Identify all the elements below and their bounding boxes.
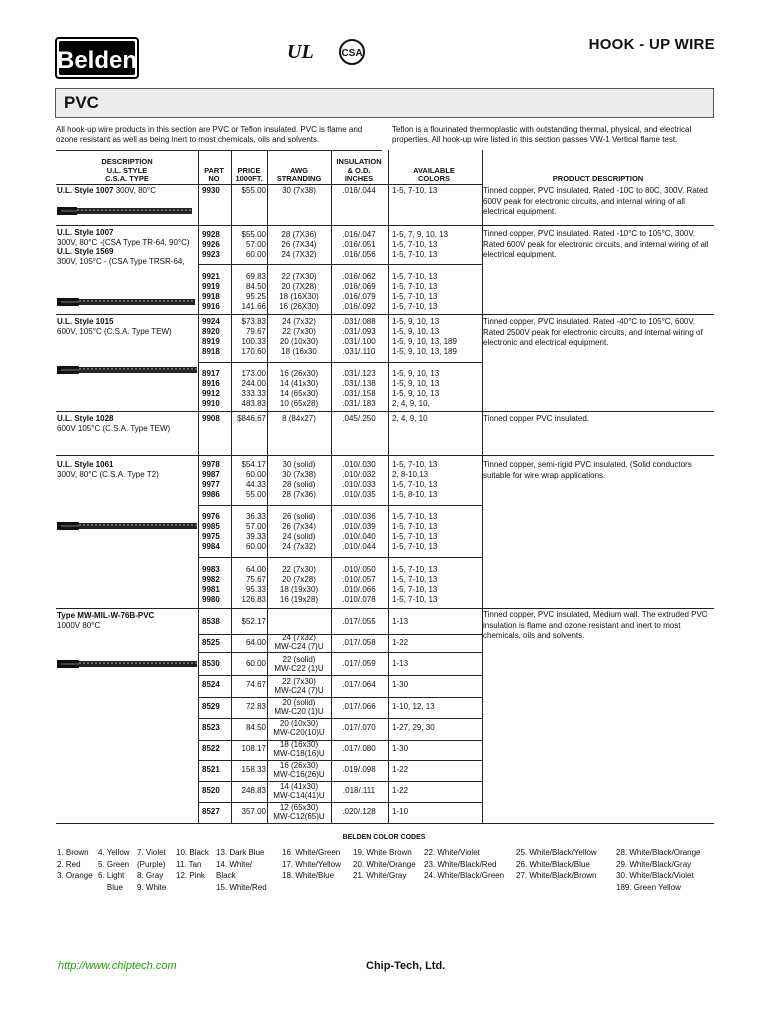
- insulation-od: .031/.088 .031/.093 .031/.100 .031/.110: [342, 317, 376, 356]
- table-row-insulation: .017/.055: [342, 617, 376, 626]
- awg-stranding: 22 (7x30) 20 (7x28) 18 (19x30) 16 (19x28): [279, 565, 319, 604]
- wire-illustration: [57, 658, 197, 670]
- column-rule: [388, 150, 389, 824]
- part-numbers: 9978 9987 9977 9986: [202, 460, 220, 499]
- available-colors: 1-5, 7-10, 13 1-5, 7-10, 13 1-5, 7-10, 13 1-5, 7-10, 13: [392, 565, 438, 604]
- table-row-insulation: .017/.059: [342, 659, 376, 668]
- table-row-insulation: .018/.111: [342, 786, 376, 795]
- column-header-colors: AVAILABLE COLORS: [413, 165, 455, 184]
- insulation-od: .010/.050 .010/.057 .010/.066 .010/.078: [342, 565, 376, 604]
- table-row-part: 8527: [202, 807, 220, 816]
- column-header-price: PRICE 1000FT.: [235, 165, 263, 184]
- column-rule: [198, 150, 199, 824]
- block-rule: [198, 718, 482, 719]
- table-row-colors: 1-30: [392, 744, 409, 753]
- insulation-od: .010/.030 .010/.032 .010/.033 .010/.035: [342, 460, 376, 499]
- available-colors: 1-5, 7, 9, 10, 13 1-5, 7-10, 13 1-5, 7-10, 13: [392, 230, 449, 259]
- table-row-price: $52.17: [241, 617, 266, 626]
- style-rating: 1000V 80°C: [57, 620, 101, 630]
- table-row-price: 248.83: [241, 786, 266, 795]
- table-row-part: 8521: [202, 765, 220, 774]
- part-numbers: 9921 9919 9918 9916: [202, 272, 220, 311]
- block-rule: [198, 697, 482, 698]
- style-title: Type MW-MIL-W-76B-PVC: [57, 611, 155, 620]
- style-title: U.L. Style 1569: [57, 247, 114, 256]
- column-header-insulation: INSULATION & O.D. INCHES: [336, 157, 382, 184]
- section-description: [57, 611, 197, 630]
- available-colors: 2, 4, 9, 10: [392, 414, 428, 423]
- awg-stranding: 28 (7X36) 26 (7X34) 24 (7X32): [281, 230, 317, 259]
- insulation-od: .045/.250: [342, 414, 376, 423]
- prices: $54.17 60.00 44.33 55.00: [241, 460, 266, 499]
- table-row-insulation: .017/.058: [342, 638, 376, 647]
- column-header-product: PRODUCT DESCRIPTION: [552, 174, 644, 184]
- product-description: Tinned copper, semi-rigid PVC insulated. (Solid conductors suitable for wire wrap applications.: [483, 460, 692, 480]
- section-rule: [56, 823, 714, 824]
- table-row-price: 74.67: [245, 680, 266, 689]
- intro-left: All hook-up wire products in this section are PVC or Teflon insulated. PVC is flame and ozone resistant as well as being inert to most chemicals, oils and solvents.: [56, 125, 363, 145]
- block-rule: [198, 740, 482, 741]
- svg-text:UL: UL: [287, 41, 314, 63]
- section-description: [57, 186, 197, 196]
- available-colors: 1-5, 7-10, 13 1-5, 7-10, 13 1-5, 7-10, 13 1-5, 7-10, 13: [392, 272, 438, 311]
- insulation-od: .031/.123 .031/.138 .031/.158 .031/.183: [342, 369, 376, 408]
- legend-column: 4. Yellow 5. Green 6. Light Blue: [98, 848, 130, 892]
- legend-column: 10. Black 11. Tan 12. Pink: [176, 848, 209, 880]
- table-row-awg: 14 (41x30) MW-C14(41)U: [273, 782, 325, 800]
- table-row-awg: 12 (65x30) MW-C12(65)U: [273, 803, 325, 821]
- table-row-price: 108.17: [241, 744, 266, 753]
- table-row-part: 8524: [202, 680, 220, 689]
- table-row-awg: 20 (10x30) MW-C20(10)U: [273, 719, 325, 737]
- part-numbers: 9983 9982 9981 9980: [202, 565, 220, 604]
- product-description: Tinned copper, PVC insulated. Rated -10°C to 105°C, 300V. Rated 600V peak for electronic circuits, and internal wiring of all electrical equipment.: [483, 229, 709, 259]
- part-numbers: 8917 8916 9912 9910: [202, 369, 220, 408]
- intro-right: Teflon is a flourinated thermoplastic with outstanding thermal, physical, and electrical properties. All hook-up wire listed in this section passes VW-1 Vertical flame test.: [392, 125, 692, 145]
- table-row-awg: 18 (16x30) MW-C18(16)U: [273, 740, 325, 758]
- section-rule: [56, 455, 714, 456]
- style-title: U.L. Style 1015: [57, 317, 114, 326]
- column-header-description: DESCRIPTION U.L. STYLE C.S.A. TYPE: [101, 157, 153, 184]
- block-rule: [198, 264, 482, 265]
- page-title: HOOK - UP WIRE: [588, 36, 715, 53]
- part-numbers: 9976 9985 9975 9984: [202, 512, 220, 551]
- product-description: Tinned copper, PVC insulated. Rated -10C to 80C, 300V. Rated 600V peak for electronic circuits, and internal wiring of all electrical equipment.: [483, 186, 708, 216]
- column-header-awg: AWG STRANDING: [276, 165, 322, 184]
- prices: $846.67: [237, 414, 266, 423]
- table-row-price: 158.33: [241, 765, 266, 774]
- table-row-price: 84.50: [245, 723, 266, 732]
- part-numbers: 9908: [202, 414, 220, 423]
- column-header-part: PART NO: [204, 165, 224, 184]
- table-row-colors: 1-22: [392, 765, 409, 774]
- awg-stranding: 22 (7X30) 20 (7X28) 18 (16X30) 16 (26X30): [279, 272, 319, 311]
- ul-listed-icon: [285, 38, 319, 64]
- section-description: [57, 317, 197, 336]
- available-colors: 1-5, 7-10, 13 1-5, 7-10, 13 1-5, 7-10, 13 1-5, 7-10, 13: [392, 512, 438, 551]
- style-rating: 300V, 80°C (C.S.A. Type T2): [57, 469, 159, 479]
- section-description: [57, 228, 197, 266]
- insulation-od: .010/.036 .010/.039 .010/.040 .010/.044: [342, 512, 376, 551]
- table-row-colors: 1-10: [392, 807, 409, 816]
- block-rule: [198, 557, 482, 558]
- table-row-colors: 1-30: [392, 680, 409, 689]
- style-rating: 300V, 105°C - (CSA Type TRSR-64,: [57, 256, 185, 266]
- available-colors: 1-5, 9, 10, 13 1-5, 9, 10, 13 1-5, 9, 10, 13 2, 4, 9, 10,: [392, 369, 440, 408]
- style-rating: 600V 105°C (C.S.A. Type TEW): [57, 423, 171, 433]
- wire-illustration: [57, 364, 197, 376]
- available-colors: 1-5, 9, 10, 13 1-5, 9, 10, 13 1-5, 9, 10, 13, 189 1-5, 9, 10, 13, 189: [392, 317, 457, 356]
- prices: $55.00 57.00 60.00: [241, 230, 266, 259]
- wire-illustration: [57, 296, 195, 308]
- wire-illustration: [57, 520, 197, 532]
- prices: 36.33 57.00 39.33 60.00: [245, 512, 266, 551]
- table-row-insulation: .017/.070: [342, 723, 376, 732]
- table-row-part: 8529: [202, 702, 220, 711]
- table-row-colors: 1-22: [392, 638, 409, 647]
- style-title: U.L. Style 1028: [57, 414, 114, 423]
- table-row-insulation: .017/.066: [342, 702, 376, 711]
- block-rule: [198, 362, 482, 363]
- prices: 64.00 75.67 95.33 126.83: [241, 565, 266, 604]
- legend-column: 28. White/Black/Orange 29. White/Black/Gray 30. White/Black/Violet 189. Green Yellow: [616, 848, 701, 892]
- legend-column: 25. White/Black/Yellow 26. White/Black/Blue 27. White/Black/Brown: [516, 848, 597, 880]
- table-row-price: 72.83: [245, 702, 266, 711]
- prices: 69.83 84.50 95.25 141.66: [241, 272, 266, 311]
- table-top-rule: [56, 150, 382, 151]
- table-row-part: 8523: [202, 723, 220, 732]
- legend-column: 22. White/Violet 23. White/Black/Red 24. White/Black/Green: [424, 848, 505, 880]
- legend-title: BELDEN COLOR CODES: [342, 834, 426, 841]
- style-title: U.L. Style 1007: [57, 186, 114, 195]
- block-rule: [198, 675, 482, 676]
- section-description: [57, 414, 197, 433]
- column-rule: [331, 150, 332, 824]
- prices: 173.00 244.00 333.33 483.83: [241, 369, 266, 408]
- available-colors: 1-5, 7-10, 13 2, 8-10,13 1-5, 7-10, 13 1-5, 8-10, 13: [392, 460, 438, 499]
- table-row-price: 60.00: [245, 659, 266, 668]
- page-header: [55, 34, 715, 84]
- section-bar: [55, 88, 714, 118]
- table-row-part: 8522: [202, 744, 220, 753]
- style-rating: 300V, 80°C -(CSA Type TR-64, 90°C): [57, 237, 190, 247]
- legend-column: 1. Brown 2. Red 3. Orange: [57, 848, 93, 880]
- table-row-part: 8525: [202, 638, 220, 647]
- footer-company: Chip-Tech, Ltd.: [366, 960, 446, 972]
- table-row-awg: 22 (7x30) MW-C24 (7)U: [274, 677, 324, 695]
- table-row-insulation: .020/.128: [342, 807, 376, 816]
- table-row-part: 8530: [202, 659, 220, 668]
- block-rule: [198, 781, 482, 782]
- svg-text:Belden: Belden: [56, 47, 138, 74]
- table-row-colors: 1-27, 29, 30: [392, 723, 435, 732]
- table-row-price: 64.00: [245, 638, 266, 647]
- awg-stranding: 30 (7x38): [282, 186, 316, 195]
- style-title: U.L. Style 1007: [57, 228, 114, 237]
- table-row-insulation: .017/.080: [342, 744, 376, 753]
- block-rule: [198, 802, 482, 803]
- insulation-od: .016/.062 .016/.069 .016/.079 .016/.092: [342, 272, 376, 311]
- block-rule: [198, 652, 482, 653]
- table-row-awg: 22 (solid) MW-C22 (1)U: [274, 655, 324, 673]
- part-numbers: 9928 9926 9923: [202, 230, 220, 259]
- wire-illustration: [57, 205, 192, 217]
- style-rating: 300V, 80°C: [113, 186, 156, 195]
- product-description: Tinned copper, PVC insulated. Rated -40°C to 105°C, 600V. Rated 2500V peak for electronic circuits, and internal wiring of electronic and electrical equipment.: [483, 317, 703, 347]
- legend-column: 7. Violet (Purple) 8. Gray 9. White: [137, 848, 167, 892]
- section-rule: [56, 411, 714, 412]
- section-description: [57, 460, 197, 479]
- table-row-part: 8520: [202, 786, 220, 795]
- table-row-insulation: .017/.064: [342, 680, 376, 689]
- block-rule: [198, 634, 482, 635]
- footer-url-link[interactable]: http://www.chiptech.com: [58, 960, 177, 972]
- table-row-colors: 1-22: [392, 786, 409, 795]
- awg-stranding: 30 (solid) 30 (7x38) 28 (solid) 28 (7x36): [282, 460, 316, 499]
- available-colors: 1-5, 7-10, 13: [392, 186, 438, 195]
- svg-text:CSA: CSA: [341, 48, 363, 59]
- awg-stranding: 24 (7x32) 22 (7x30) 20 (10x30) 18 (16x30: [279, 317, 319, 356]
- product-description: Tinned copper PVC insulated.: [483, 414, 589, 423]
- awg-stranding: 16 (26x30) 14 (41x30) 14 (65x30) 10 (65x28): [279, 369, 319, 408]
- table-row-price: 357.00: [241, 807, 266, 816]
- csa-certified-icon: [338, 38, 368, 66]
- style-title: U.L. Style 1061: [57, 460, 114, 469]
- table-row-awg: 20 (solid) MW-C20 (1)U: [274, 698, 324, 716]
- awg-stranding: 26 (solid) 26 (7x34) 24 (solid) 24 (7x32): [282, 512, 316, 551]
- legend-column: 19. White Brown 20. White/Orange 21. White/Gray: [353, 848, 416, 880]
- table-row-colors: 1-13: [392, 617, 409, 626]
- table-row-colors: 1-10, 12, 13: [392, 702, 435, 711]
- section-title: PVC: [64, 93, 99, 112]
- belden-logo: [55, 37, 139, 79]
- block-rule: [198, 760, 482, 761]
- legend-column: 16. White/Green 17. White/Yellow 18. White/Blue: [282, 848, 341, 880]
- section-rule: [56, 225, 714, 226]
- part-numbers: 9930: [202, 186, 220, 195]
- table-row-colors: 1-13: [392, 659, 409, 668]
- table-row-awg: 16 (26x30) MW-C16(26)U: [273, 761, 325, 779]
- section-rule: [56, 314, 714, 315]
- table-row-insulation: .019/.098: [342, 765, 376, 774]
- section-rule: [56, 608, 714, 609]
- table-head-rule: [56, 184, 482, 185]
- insulation-od: .016/.044: [342, 186, 376, 195]
- block-rule: [198, 505, 482, 506]
- insulation-od: .016/.047 .016/.051 .016/.056: [342, 230, 376, 259]
- style-rating: 600V, 105°C (C.S.A. Type TEW): [57, 326, 172, 336]
- table-row-awg: 24 (7x32) MW-C24 (7)U: [274, 633, 324, 651]
- part-numbers: 9924 8920 8919 8918: [202, 317, 220, 356]
- table-row-part: 8538: [202, 617, 220, 626]
- legend-column: 13. Dark Blue 14. White/ Black 15. White/Red: [216, 848, 267, 892]
- prices: $73.83 79.67 100.33 170.60: [241, 317, 266, 356]
- product-description: Tinned copper, PVC insulated, Medium wall. The extruded PVC insulation is flame and ozone resistant and inert to most chemicals, oils and solvents.: [483, 610, 708, 640]
- prices: $55.00: [241, 186, 266, 195]
- awg-stranding: 8 (84x27): [282, 414, 316, 423]
